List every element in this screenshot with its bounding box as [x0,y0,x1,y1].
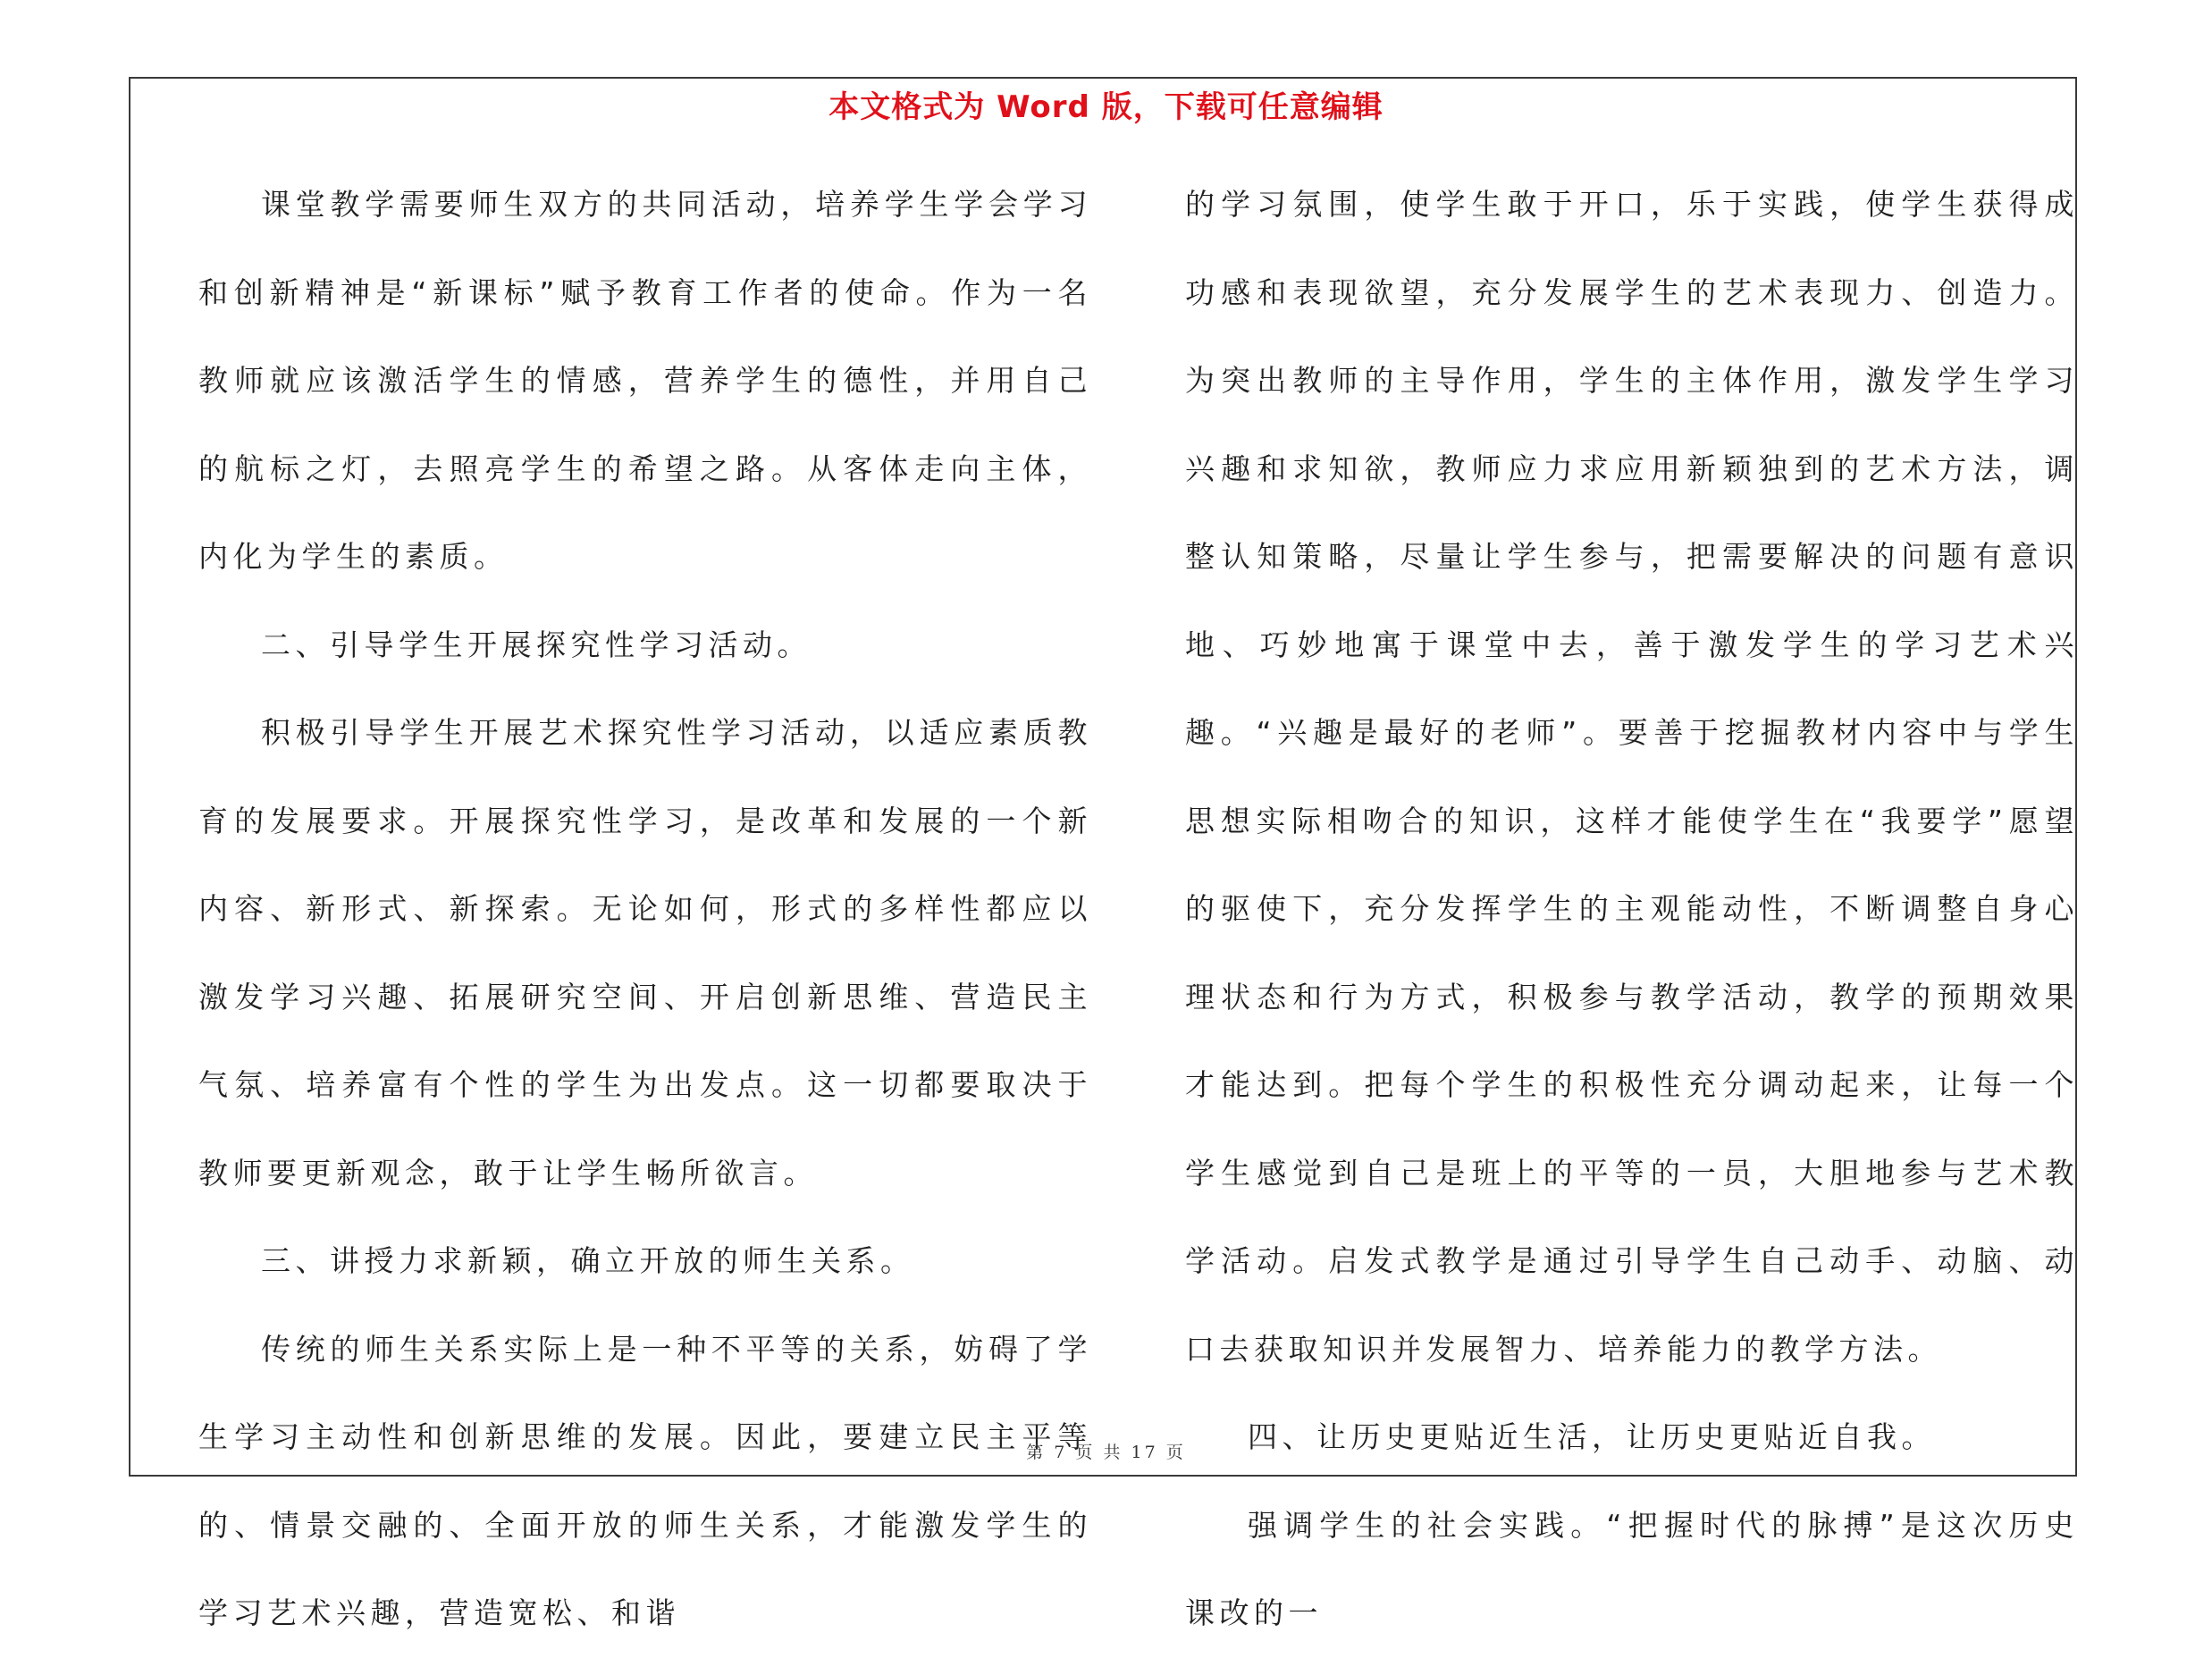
paragraph: 传统的师生关系实际上是一种不平等的关系，妨碍了学生学习主动性和创新思维的发展。因此，要建立民主平等的、情景交融的、全面开放的师生关系，才能激发学生的学习艺术兴趣，营造宽松、和谐 [198,1331,1092,1630]
section-heading: 四、让历史更贴近生活，让历史更贴近自我。 [1248,1419,1936,1454]
word-format-banner: 本文格式为 Word 版，下载可任意编辑 [828,89,1384,125]
paragraph: 课堂教学需要师生双方的共同活动，培养学生学会学习和创新精神是“新课标”赋予教育工作者的使命。作为一名教师就应该激活学生的情感，营养学生的德性，并用自己的航标之灯，去照亮学生的希望之路。从客体走向主体，内化为学生的素质。 [198,187,1092,574]
paragraph: 积极引导学生开展艺术探究性学习活动，以适应素质教育的发展要求。开展探究性学习，是改革和发展的一个新内容、新形式、新探索。无论如何，形式的多样性都应以激发学习兴趣、拓展研究空间、开启创新思维、营造民主气氛、培养富有个性的学生为出发点。这一切都要取决于教师要更新观念，敢于让学生畅所欲言。 [198,715,1092,1191]
left-text-column [198,161,1092,1658]
paragraph-continued: 的学习氛围，使学生敢于开口，乐于实践，使学生获得成功感和表现欲望，充分发展学生的艺术表现力、创造力。为突出教师的主导作用，学生的主体作用，激发学生学习兴趣和求知欲，教师应力求应用新颖独到的艺术方法，调整认知策略，尽量让学生参与，把需要解决的问题有意识地、巧妙地寓于课堂中去，善于激发学生的学习艺术兴趣。“兴趣是最好的老师”。要善于挖掘教材内容中与学生思想实际相吻合的知识，这样才能使学生在“我要学”愿望的驱使下，充分发挥学生的主观能动性，不断调整自身心理状态和行为方式，积极参与教学活动，教学的预期效果才能达到。把每个学生的积极性充分调动起来，让每一个学生感觉到自己是班上的平等的一员，大胆地参与艺术教学活动。启发式教学是通过引导学生自己动手、动脑、动口去获取知识并发展智力、培养能力的教学方法。 [1185,187,2079,1367]
paragraph: 强调学生的社会实践。“把握时代的脉搏”是这次历史课改的一 [1185,1507,2079,1630]
section-heading: 二、引导学生开展探究性学习活动。 [261,627,812,662]
page-number-footer: 第 7 页 共 17 页 [1026,1443,1186,1462]
right-text-column [1185,161,2079,1658]
section-heading: 三、讲授力求新颖，确立开放的师生关系。 [261,1243,915,1278]
